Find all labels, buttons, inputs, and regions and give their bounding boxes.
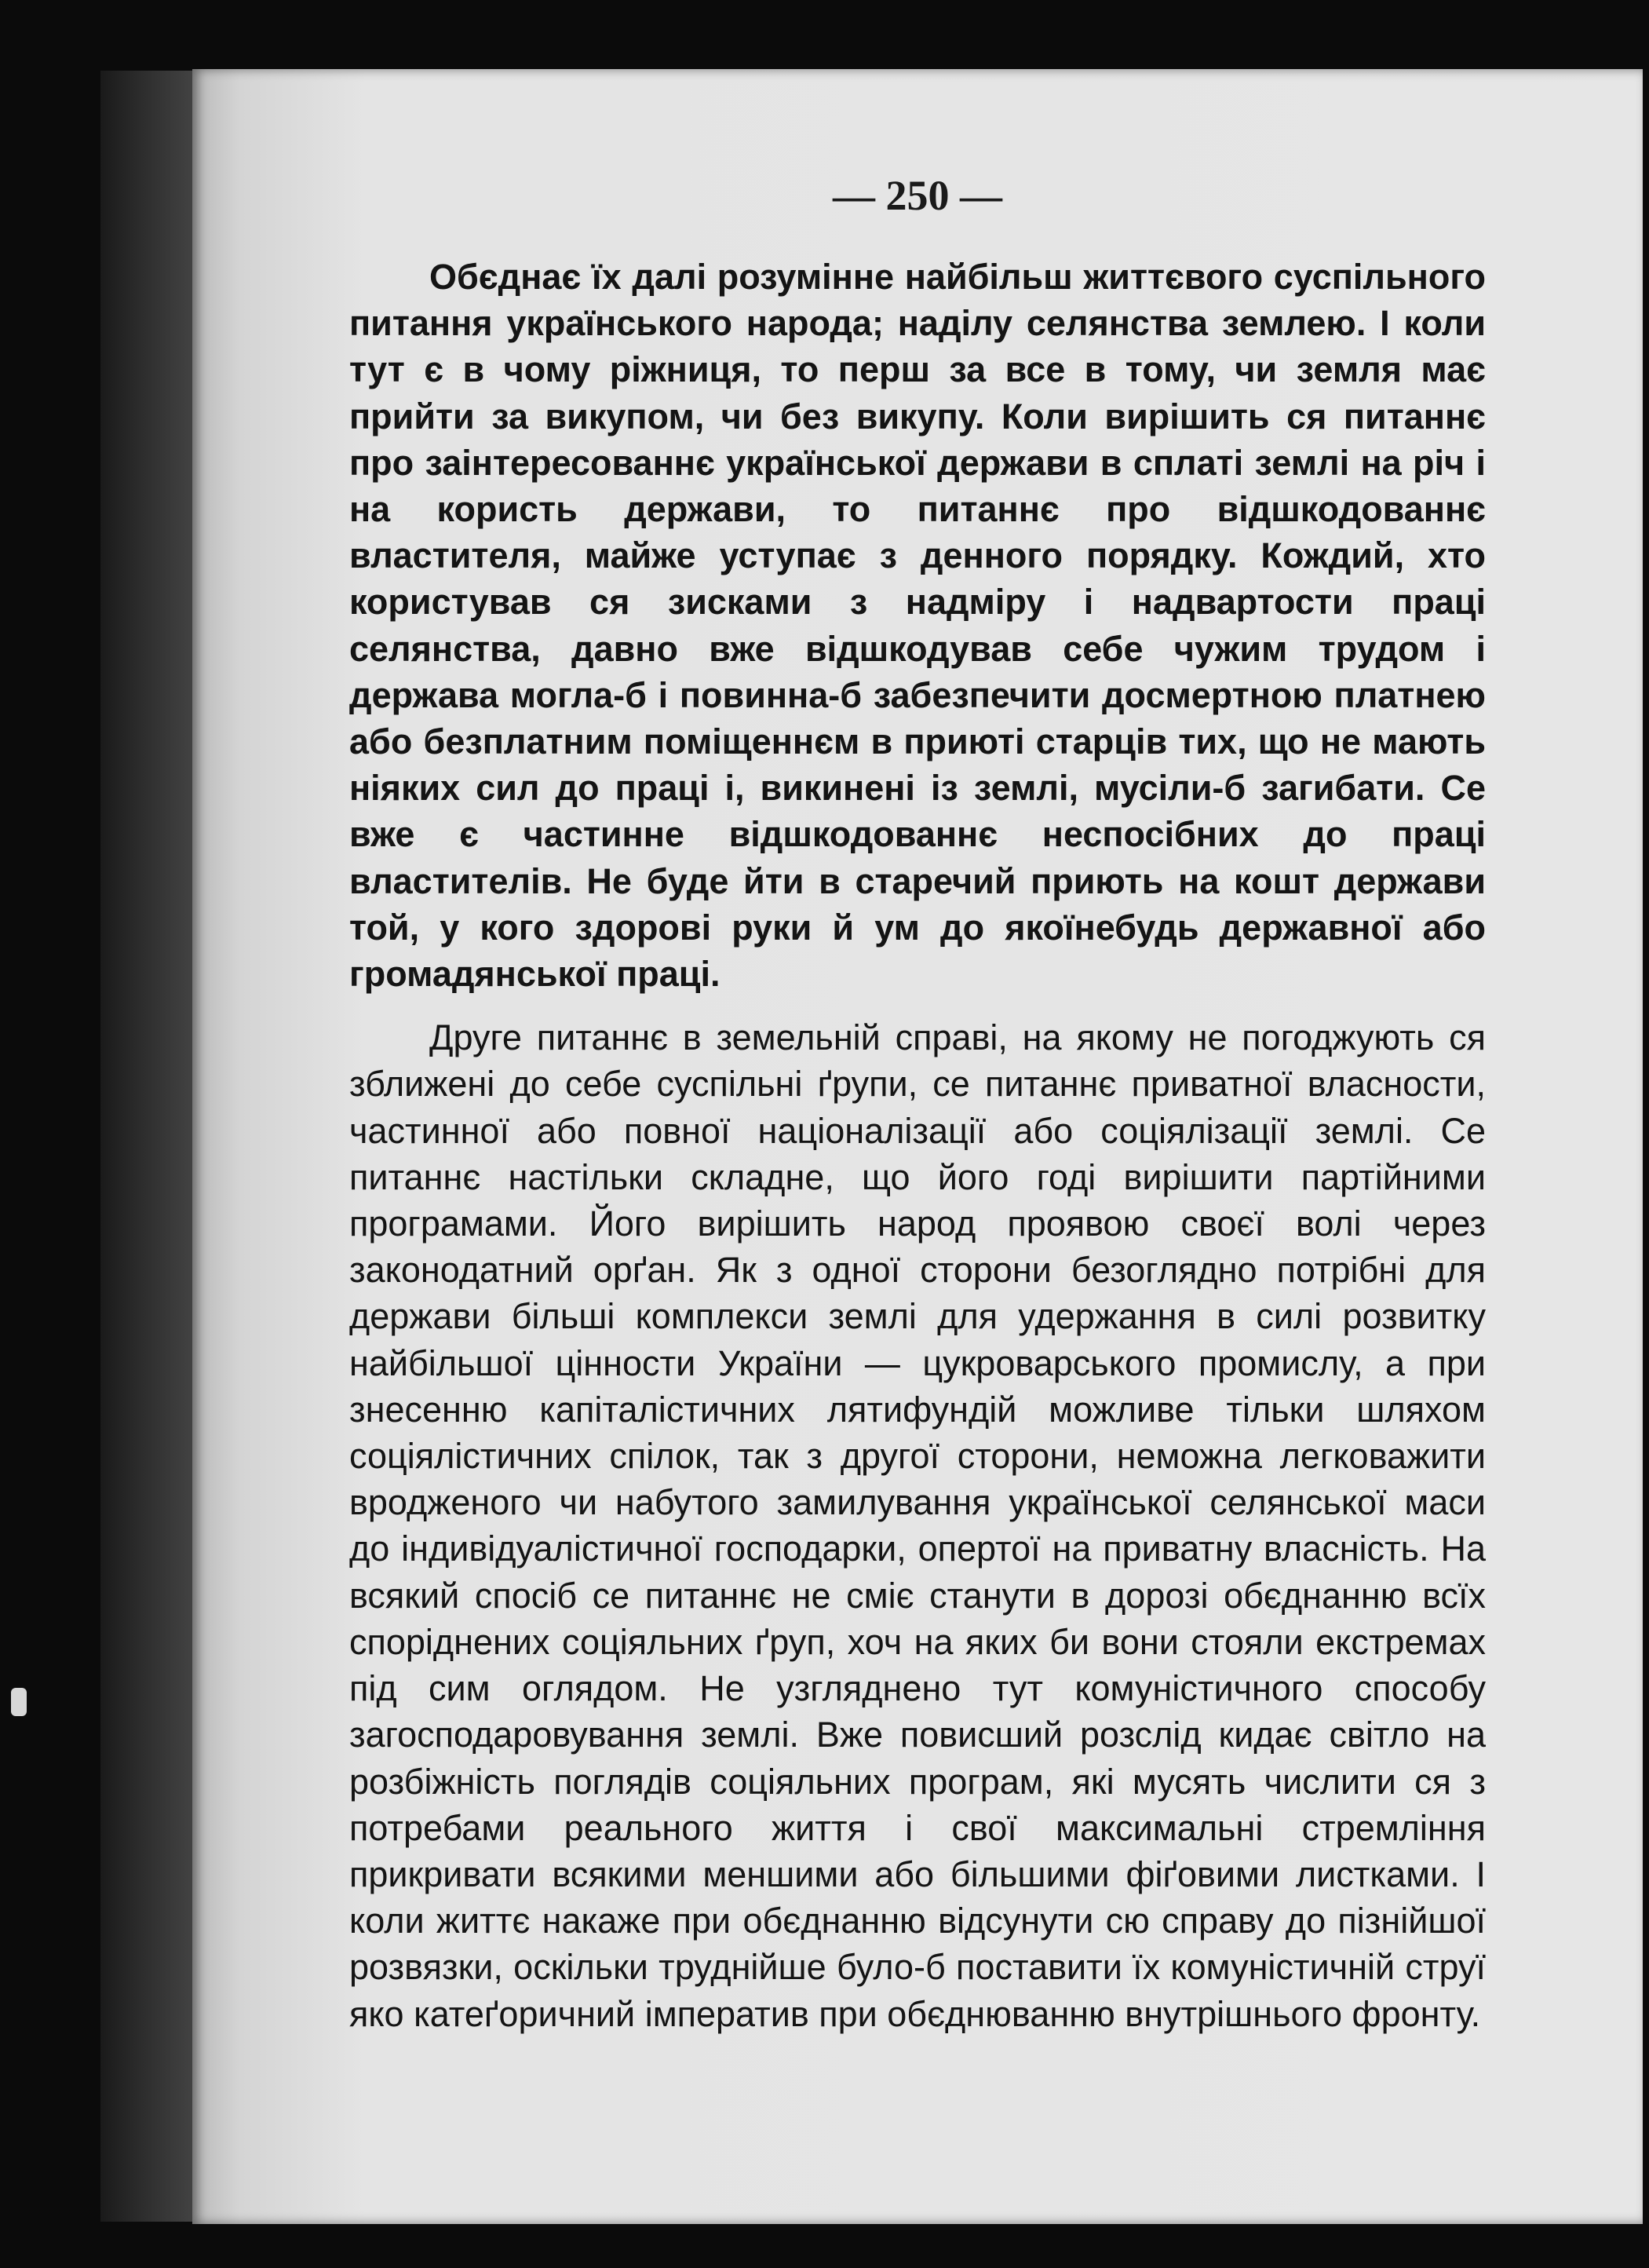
- paragraph-1: Обєднає їх далі розумінне найбільш життєвого суспільного питання українського народа; наділу селянства землею. І коли тут є в чому ріжниця, то перш за все в тому, чи земля має прийти за викупом, чи без викупу. Коли вирішить ся питаннє про заінтересованнє української держави в сплаті землі на річ і на користь держави, то питаннє про відшкодованнє властителя, майже уступає з денного порядку. Кождий, хто користував ся зисками з надміру і надвартости праці селянства, давно вже відшкодував себе чужим трудом і держава могла-б і повинна-б забезпечити досмертною платнею або безплатним поміщеннєм в приюті старців тих, що не мають ніяких сил до праці і, викинені із землі, мусіли-б загибати. Се вже є частинне відшкодованнє неспосібних до праці властителів. Не буде йти в старечий приють на кошт держави той, у кого здорові руки й ум до якоїнебудь державної або громадянської праці.: [349, 257, 1486, 995]
- page-body: [349, 254, 1486, 2037]
- paragraph-2: Друге питаннє в земельній справі, на якому не погоджують ся зближені до себе суспільні ґрупи, се питаннє приватної власности, частинної або повної націоналізації або соціялізації землі. Се питаннє настільки складне, що його годі вирішити партійними програмами. Його вирішить народ проявою своєї волі через законодатний орґан. Як з одної сторони безоглядно потрібні для держави більші комплекси землі для удержання в силі розвитку найбільшої цінности України — цукроварського промислу, а при знесенню капіталістичних лятифундій можливе тільки шляхом соціялістичних спілок, так з другої сторони, неможна легковажити вродженого чи набутого замилування української селянської маси до індивідуалістичної господарки, опертої на приватну власність. На всякий спосіб се питаннє не сміє станути в дорозі обєднанню всїх споріднених соціяльних ґруп, хоч на яких би вони стояли екстремах під сим оглядом. Не узгляднено тут комуністичного способу загосподаровування землі. Вже повисший розслід кидає світло на розбіжність поглядів соціяльних програм, які мусять числити ся з потребами реального життя і свої максимальні стремління прикривати всякими меншими або більшими фіґовими листками. І коли життє накаже при обєднанню відсунути сю справу до пізнійшої розвязки, оскільки труднійше було-б поставити їх комуністичній струї яко катеґоричний імператив при обєднюванню внутрішнього фронту.: [349, 1017, 1486, 2034]
- scan-speck: [11, 1688, 27, 1716]
- page-number: — 250 —: [833, 172, 1002, 219]
- book-page: [192, 69, 1643, 2224]
